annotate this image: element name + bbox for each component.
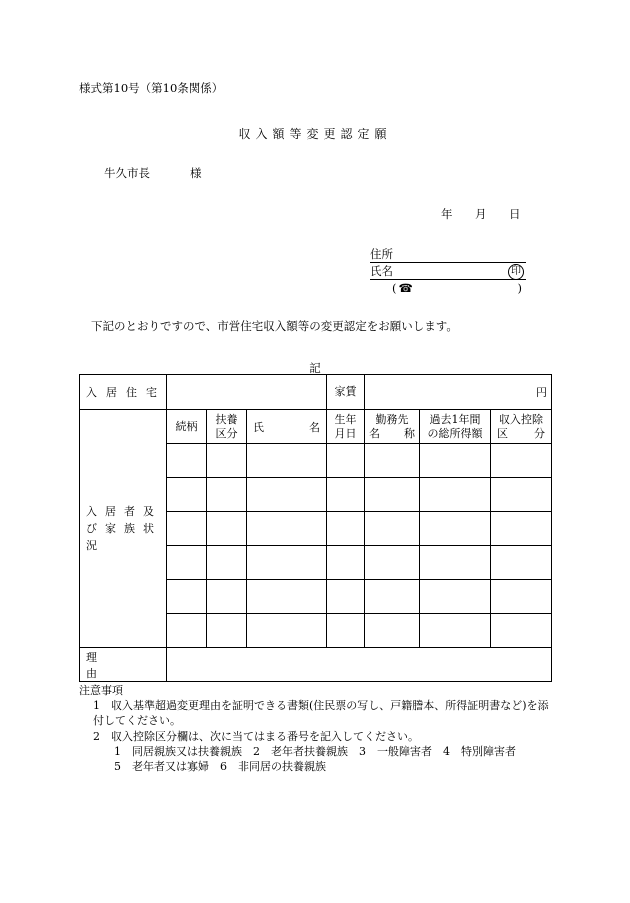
- date-month: 月: [475, 207, 487, 221]
- deduction-codes-line1: 1 同居親族又は扶養親族 2 老年者扶養親族 3 一般障害者 4 特別障害者: [114, 745, 516, 758]
- birth-cell[interactable]: [327, 546, 365, 580]
- deduction-cell[interactable]: [491, 546, 552, 580]
- name-cell[interactable]: [247, 478, 327, 512]
- work-cell[interactable]: [365, 478, 420, 512]
- work-cell[interactable]: [365, 580, 420, 614]
- name-cell[interactable]: [247, 580, 327, 614]
- header-deduction: [491, 410, 552, 444]
- rent-label: 家賃: [327, 375, 365, 410]
- address-label: 住所: [370, 247, 393, 261]
- reason-label-a: 理: [86, 650, 97, 664]
- seal-icon: 印: [508, 264, 524, 280]
- phone-open-paren: (: [392, 281, 397, 295]
- income-cell[interactable]: [420, 512, 491, 546]
- application-table: [79, 374, 552, 682]
- deduction-cell[interactable]: [491, 614, 552, 648]
- income-cell[interactable]: [420, 580, 491, 614]
- yen-unit: 円: [536, 386, 548, 399]
- work-cell[interactable]: [365, 444, 420, 478]
- header-work-line1: 勤務先: [375, 412, 409, 426]
- date-day: 日: [509, 207, 521, 221]
- relation-cell[interactable]: [167, 614, 207, 648]
- addressee: [104, 165, 202, 181]
- dependent-cell[interactable]: [207, 614, 247, 648]
- applicant-block: [370, 246, 526, 296]
- header-dependent-line1: 扶養: [215, 412, 238, 426]
- relation-cell[interactable]: [167, 580, 207, 614]
- relation-cell[interactable]: [167, 444, 207, 478]
- note-1: 1 収入基準超過変更理由を証明できる書類(住民票の写し、戸籍謄本、所得証明書など)を添付してください。: [93, 699, 549, 727]
- residence-value[interactable]: [167, 375, 327, 410]
- work-cell[interactable]: [365, 614, 420, 648]
- document-title: 収入額等変更認定願: [238, 127, 392, 141]
- work-cell[interactable]: [365, 512, 420, 546]
- birth-cell[interactable]: [327, 512, 365, 546]
- reason-label: [80, 648, 167, 682]
- phone-close-paren: ): [517, 281, 522, 295]
- income-cell[interactable]: [420, 478, 491, 512]
- birth-cell[interactable]: [327, 614, 365, 648]
- header-deduction-line1: 収入控除: [499, 412, 544, 426]
- header-income: [420, 410, 491, 444]
- deduction-cell[interactable]: [491, 580, 552, 614]
- dependent-cell[interactable]: [207, 580, 247, 614]
- header-dependent: [207, 410, 247, 444]
- deduction-codes-line2: 5 老年者又は寡婦 6 非同居の扶養親族: [114, 760, 326, 773]
- deduction-cell[interactable]: [491, 478, 552, 512]
- ki-heading: 記: [309, 361, 321, 375]
- header-work-line2: 名 称: [369, 426, 416, 440]
- header-birth-line1: 生年: [334, 412, 357, 426]
- dependent-cell[interactable]: [207, 512, 247, 546]
- income-cell[interactable]: [420, 614, 491, 648]
- header-income-line2: の総所得額: [427, 426, 483, 440]
- income-cell[interactable]: [420, 546, 491, 580]
- header-birth: [327, 410, 365, 444]
- deduction-cell[interactable]: [491, 444, 552, 478]
- form-number: 様式第10号（第10条関係）: [79, 81, 224, 95]
- dependent-cell[interactable]: [207, 546, 247, 580]
- birth-cell[interactable]: [327, 444, 365, 478]
- address-field[interactable]: [370, 246, 526, 263]
- work-cell[interactable]: [365, 546, 420, 580]
- header-relation: 続柄: [167, 410, 207, 444]
- name-field[interactable]: [370, 263, 526, 280]
- date-line: [441, 206, 521, 222]
- header-name-1: 氏: [253, 420, 264, 434]
- header-deduction-line2: 区 分: [497, 426, 546, 440]
- name-cell[interactable]: [247, 614, 327, 648]
- addressee-honorific: 様: [190, 166, 202, 180]
- dependent-cell[interactable]: [207, 478, 247, 512]
- family-label: 入居者及び家族状況: [80, 410, 167, 648]
- addressee-name: 牛久市長: [104, 166, 150, 180]
- relation-cell[interactable]: [167, 546, 207, 580]
- telephone-icon: ☎: [398, 281, 413, 295]
- notes-heading: 注意事項: [79, 684, 123, 697]
- header-income-line1: 過去1年間: [429, 412, 481, 426]
- header-work: [365, 410, 420, 444]
- reason-label-b: 由: [86, 666, 97, 680]
- intro-text: 下記のとおりですので、市営住宅収入額等の変更認定をお願いします。: [91, 319, 458, 333]
- birth-cell[interactable]: [327, 580, 365, 614]
- residence-row: [80, 375, 552, 410]
- date-year: 年: [441, 207, 453, 221]
- income-cell[interactable]: [420, 444, 491, 478]
- header-dependent-line2: 区分: [215, 426, 238, 440]
- relation-cell[interactable]: [167, 478, 207, 512]
- residence-label: 入居住宅: [80, 375, 167, 410]
- birth-cell[interactable]: [327, 478, 365, 512]
- name-cell[interactable]: [247, 444, 327, 478]
- reason-value[interactable]: [167, 648, 552, 682]
- name-cell[interactable]: [247, 512, 327, 546]
- name-label: 氏名: [370, 264, 393, 278]
- note-2: 2 収入控除区分欄は、次に当てはまる番号を記入してください。: [93, 730, 419, 743]
- name-cell[interactable]: [247, 546, 327, 580]
- relation-cell[interactable]: [167, 512, 207, 546]
- deduction-cell[interactable]: [491, 512, 552, 546]
- header-birth-line2: 月日: [334, 426, 357, 440]
- header-name-2: 名: [309, 420, 321, 434]
- family-header-row: [80, 410, 552, 444]
- header-name: [247, 410, 327, 444]
- dependent-cell[interactable]: [207, 444, 247, 478]
- rent-value[interactable]: [365, 375, 552, 410]
- reason-row: [80, 648, 552, 682]
- phone-field[interactable]: [370, 280, 526, 296]
